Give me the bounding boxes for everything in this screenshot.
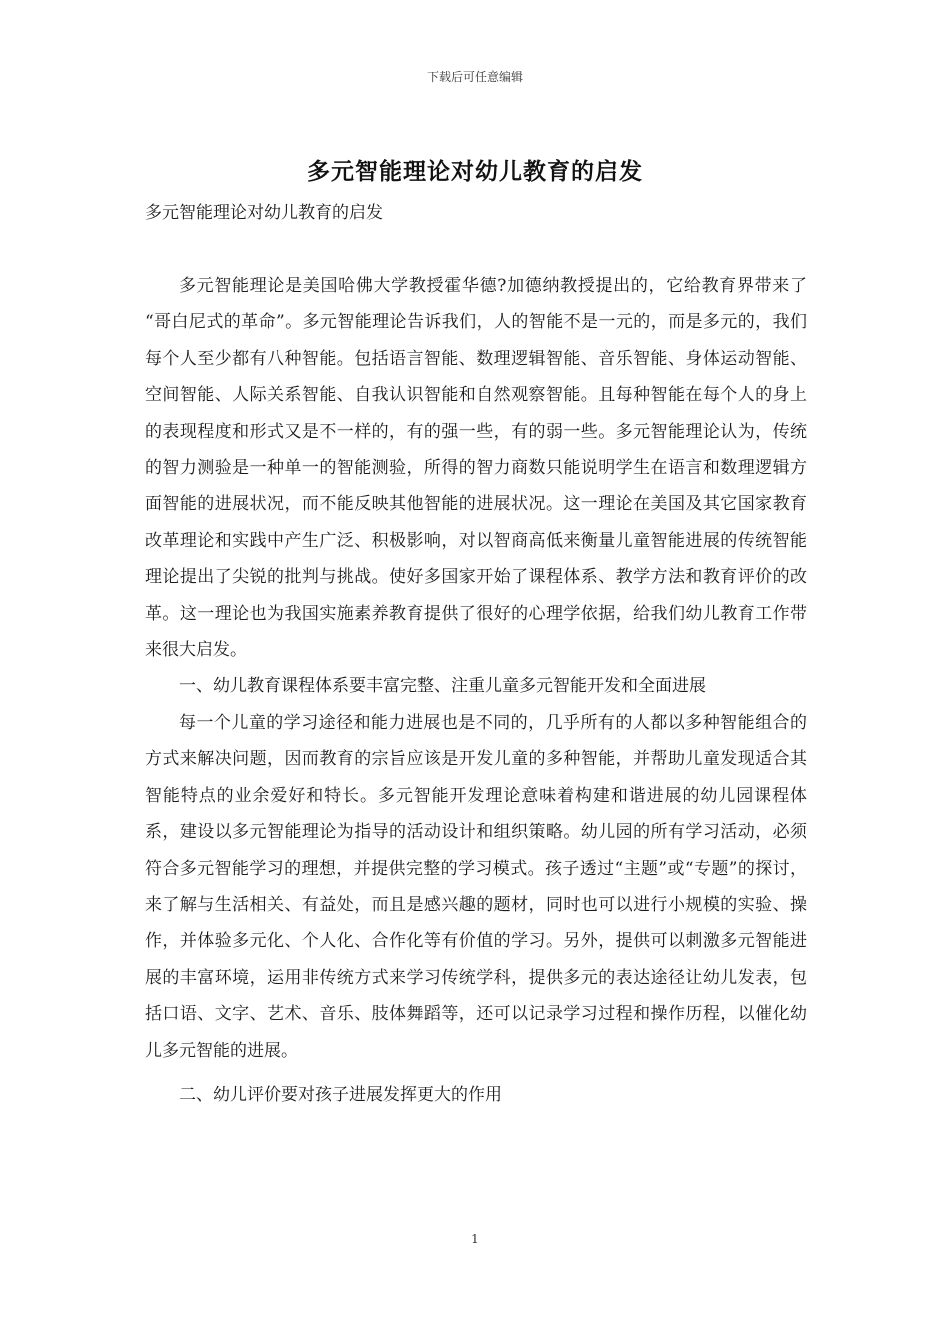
section-heading-2: 二、幼儿评价要对孩子进展发挥更大的作用 <box>179 1084 502 1105</box>
paragraph-intro: 多元智能理论是美国哈佛大学教授霍华德?加德纳教授提出的，它给教育界带来了 “哥白尼式的革命”。多元智能理论告诉我们，人的智能不是一元的，而是多元的，我们每个人至少都有八种智能。包括语言智能、数理逻辑智能、音乐智能、身体运动智能、空间智能、人际关系智能、自我认识智能和自然观察智能。且每种智能在每个人的身上的表现程度和形式又是不一样的，有的强一些，有的弱一些。多元智能理论认为，传统的智力测验是一种单一的智能测验，所得的智力商数只能说明学生在语言和数理逻辑方面智能的进展状况，而不能反映其他智能的进展状况。这一理论在美国及其它国家教育改革理论和实践中产生广泛、积极影响，对以智商高低来衡量儿童智能进展的传统智能理论提出了尖锐的批判与挑战。使好多国家开始了课程体系、教学方法和教育评价的改革。这一理论也为我国实施素养教育提供了很好的心理学依据，给我们幼儿教育工作带来很大启发。 <box>145 276 807 661</box>
document-title: 多元智能理论对幼儿教育的启发 <box>307 158 643 185</box>
document-subtitle: 多元智能理论对幼儿教育的启发 <box>145 203 383 223</box>
page-header: 下载后可任意编辑 <box>426 70 523 84</box>
page-number: 1 <box>471 1232 479 1246</box>
section-heading-1: 一、幼儿教育课程体系要丰富完整、注重儿童多元智能开发和全面进展 <box>179 676 706 697</box>
paragraph-section-1: 每一个儿童的学习途径和能力进展也是不同的，几乎所有的人都以多种智能组合的方式来解决问题，因而教育的宗旨应该是开发儿童的多种智能，并帮助儿童发现适合其智能特点的业余爱好和特长。多元智能开发理论意味着构建和谐进展的幼儿园课程体系，建设以多元智能理论为指导的活动设计和组织策略。幼儿园的所有学习活动，必须符合多元智能学习的理想，并提供完整的学习模式。孩子透过“主题”或“专题”的探讨，来了解与生活相关、有益处，而且是感兴趣的题材，同时也可以进行小规模的实验、操作，并体验多元化、个人化、合作化等有价值的学习。另外，提供可以刺激多元智能进展的丰富环境，运用非传统方式来学习传统学科，提供多元的表达途径让幼儿发表，包括口语、文字、艺术、音乐、肢体舞蹈等，还可以记录学习过程和操作历程，以催化幼儿多元智能的进展。 <box>145 712 807 1061</box>
document-body <box>145 268 807 1113</box>
